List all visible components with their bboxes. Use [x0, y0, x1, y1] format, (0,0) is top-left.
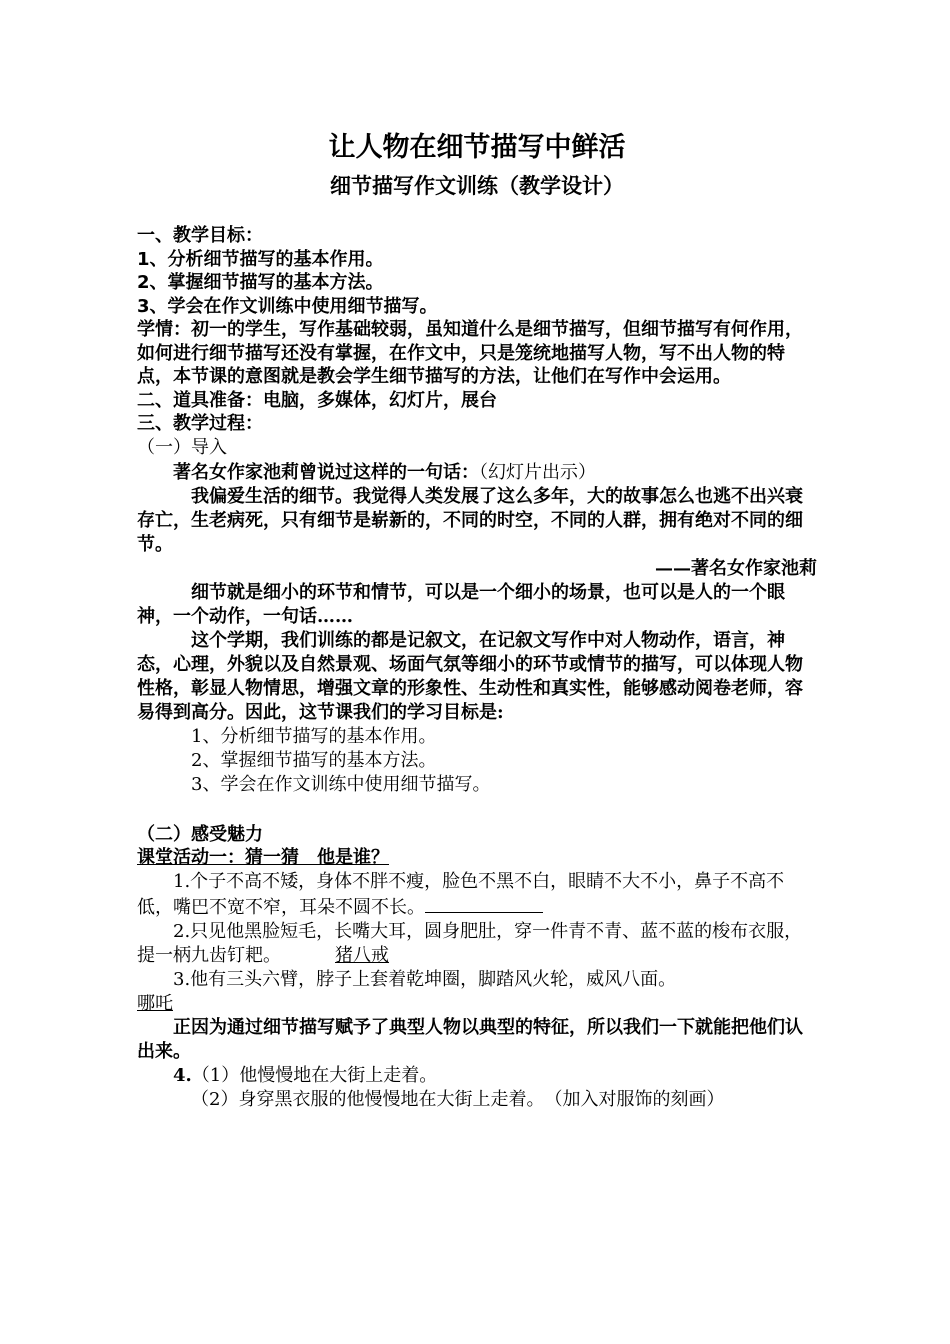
spacer	[137, 797, 817, 823]
goal-item: 2、掌握细节描写的基本方法。	[137, 272, 384, 293]
answer-blank	[425, 894, 543, 913]
guess-item	[137, 920, 817, 968]
intro-lead-note: （幻灯片出示）	[479, 461, 596, 483]
guess-item-text: 2.只见他黑脸短毛，长嘴大耳，圆身肥肚，穿一件青不青、蓝不蓝的梭布衣服，提一柄九齿钉耙。	[137, 920, 803, 966]
intro-heading: （一）导入	[137, 436, 227, 458]
guess-item: 3.他有三头六臂，脖子上套着乾坤圈，脚踏风火轮，威风八面。	[173, 968, 677, 990]
target-item: 2、掌握细节描写的基本方法。	[191, 749, 437, 771]
intro-paragraph: 这个学期，我们训练的都是记叙文，在记叙文写作中对人物动作，语言，神态，心理，外貌以及自然景观、场面气氛等细小的环节或情节的描写，可以体现人物性格，彰显人物情思，增强文章的形象性、生动性和真实性，能够感动阅卷老师，容易得到高分。因此，这节课我们的学习目标是:	[137, 629, 803, 723]
activity-heading: 课堂活动一：猜一猜 他是谁？	[137, 847, 389, 868]
target-item: 1、分析细节描写的基本作用。	[191, 725, 437, 747]
intro-lead	[137, 460, 817, 485]
example-text: （1）他慢慢地在大街上走着。	[191, 1064, 438, 1086]
guess-answer: 哪吒	[137, 992, 173, 1014]
guess-answer: 猪八戒	[335, 944, 389, 966]
student-situation: 学情：初一的学生，写作基础较弱，虽知道什么是细节描写，但细节描写有何作用，如何进行细节描写还没有掌握，在作文中，只是笼统地描写人物，写不出人物的特点，本节课的意图就是教会学生细节描写的方法，让他们在写作中会运用。	[137, 319, 803, 387]
page-subtitle: 细节描写作文训练（教学设计）	[330, 174, 624, 198]
goal-item: 3、学会在作文训练中使用细节描写。	[137, 295, 438, 317]
example-item: （2）身穿黑衣服的他慢慢地在大街上走着。 （加入对服饰的刻画）	[191, 1088, 725, 1110]
process-heading: 三、教学过程：	[137, 413, 263, 434]
goal-item: 1、分析细节描写的基本作用。	[137, 248, 384, 270]
example-item	[137, 1064, 817, 1088]
quote-paragraph: 我偏爱生活的细节。我觉得人类发展了这么多年，大的故事怎么也逃不出兴衰存亡，生老病死，只有细节是崭新的，不同的时空，不同的人群，拥有绝对不同的细节。	[137, 485, 803, 555]
guess-item-text: 1.个子不高不矮，身体不胖不瘦，脸色不黑不白，眼睛不大不小，鼻子不高不低，嘴巴不宽不窄，耳朵不圆不长。	[137, 870, 785, 918]
quote-attribution: ——著名女作家池莉	[655, 557, 817, 579]
document-page	[137, 128, 817, 1112]
example-number: 4.	[173, 1064, 192, 1086]
page-title: 让人物在细节描写中鲜活	[328, 132, 626, 163]
guess-item	[137, 870, 817, 920]
target-item: 3、学会在作文训练中使用细节描写。	[191, 773, 491, 795]
feel-heading: （二）感受魅力	[137, 823, 263, 845]
intro-lead-text: 著名女作家池莉曾说过这样的一句话：	[173, 461, 479, 483]
intro-paragraph: 细节就是细小的环节和情节，可以是一个细小的场景，也可以是人的一个眼神，一个动作，一句话……	[137, 581, 785, 627]
props-line: 二、道具准备：电脑，多媒体，幻灯片，展台	[137, 389, 497, 411]
conclusion-paragraph: 正因为通过细节描写赋予了典型人物以典型的特征，所以我们一下就能把他们认出来。	[137, 1016, 803, 1062]
goals-heading: 一、教学目标：	[137, 225, 263, 246]
